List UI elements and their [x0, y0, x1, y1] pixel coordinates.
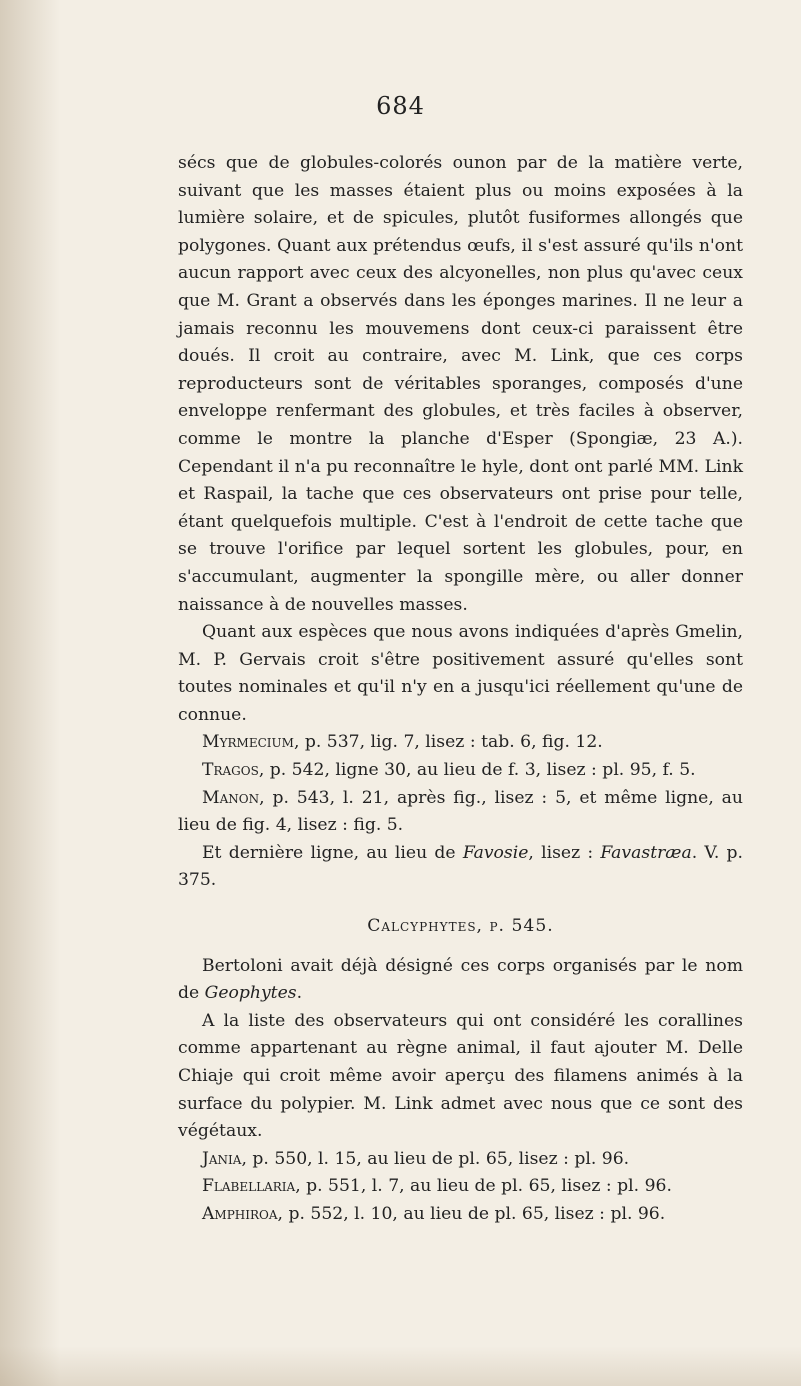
genus-name: Tragos: [202, 760, 259, 781]
paragraph-3: A la liste des observateurs qui ont considéré les corallines comme appartenant au règne animal, il faut ajouter M. Delle Chiaje qui croit même avoir aperçu des filamens animés à la surface du polypier. M. Link admet avec nous que ce sont des végétaux.: [178, 1010, 743, 1142]
erratum-flabellaria: [178, 1173, 743, 1201]
page-bottom-stain: [0, 1346, 801, 1386]
erratum-last-line: Et dernière ligne, au lieu de Favosie, lisez : Favastræa. V. p. 375.: [178, 842, 743, 891]
erratum-jania: [178, 1146, 743, 1174]
genus-name: Manon: [202, 787, 260, 808]
term-favosie: Favosie: [462, 842, 529, 863]
term-favastraea: Favastræa: [600, 842, 692, 863]
erratum-text: , p. 551, l. 7, au lieu de pl. 65, lisez : pl. 96.: [295, 1176, 672, 1197]
text-block: [178, 150, 743, 1229]
paragraph-2: Quant aux espèces que nous avons indiquées d'après Gmelin, M. P. Gervais croit s'être positivement assuré qu'elles sont toutes nominales et qu'il n'y en a jusqu'ici réellement qu'une de connue.: [178, 622, 743, 725]
genus-name: Myrmecium: [202, 732, 294, 753]
erratum-tragos: [178, 757, 743, 785]
erratum-text: , p. 550, l. 15, au lieu de pl. 65, lisez : pl. 96.: [241, 1148, 630, 1169]
section-title: Calcyphytes, p. 545.: [367, 916, 554, 937]
genus-name: Flabellaria: [202, 1176, 296, 1197]
paragraph-1: sécs que de globules-colorés ounon par de la matière verte, suivant que les masses étaient plus ou moins exposées à la lumière solaire, et de spicules, plutôt fusiformes allongés que polygones. Quant aux prétendus œufs, il s'est assuré qu'ils n'ont aucun rapport avec ceux des alcyonelles, non plus qu'avec ceux que M. Grant a observés dans les éponges marines. Il ne leur a jamais reconnu les mouvemens dont ceux-ci paraissent être doués. Il croit au contraire, avec M. Link, que ces corps reproducteurs sont de véritables sporanges, composés d'une enveloppe renfermant des globules, et très faciles à observer, comme le montre la planche d'Esper (Spongiæ, 23 A.). Cependant il n'a pu reconnaître le hyle, dont ont parlé MM. Link et Raspail, la tache que ces observateurs ont prise pour telle, étant quelquefois multiple. C'est à l'endroit de cette tache que se trouve l'orifice par lequel sortent les globules, pour, en s'accumulant, augmenter la spongille mère, ou aller donner naissance à de nouvelles masses.: [178, 153, 743, 615]
erratum-amphiroa: [178, 1201, 743, 1229]
term-geophytes: Geophytes: [204, 983, 297, 1004]
genus-name: Jania: [202, 1148, 242, 1169]
page-number: 684: [376, 92, 425, 120]
erratum-myrmecium: [178, 729, 743, 757]
genus-name: Amphiroa: [202, 1203, 278, 1224]
erratum-manon: [178, 785, 743, 840]
erratum-text: , p. 537, lig. 7, lisez : tab. 6, fig. 12.: [293, 732, 603, 753]
paragraph-bertoloni: Bertoloni avait déjà désigné ces corps organisés par le nom de Geophytes.: [178, 955, 743, 1004]
erratum-text: , p. 543, l. 21, après fig., lisez : 5, et même ligne, au lieu de fig. 4, lisez : fig. 5.: [178, 787, 743, 836]
erratum-text: , p. 542, ligne 30, au lieu de f. 3, lisez : pl. 95, f. 5.: [258, 760, 696, 781]
page-edge-stain: [0, 0, 60, 1386]
erratum-text: , p. 552, l. 10, au lieu de pl. 65, lisez : pl. 96.: [277, 1203, 666, 1224]
